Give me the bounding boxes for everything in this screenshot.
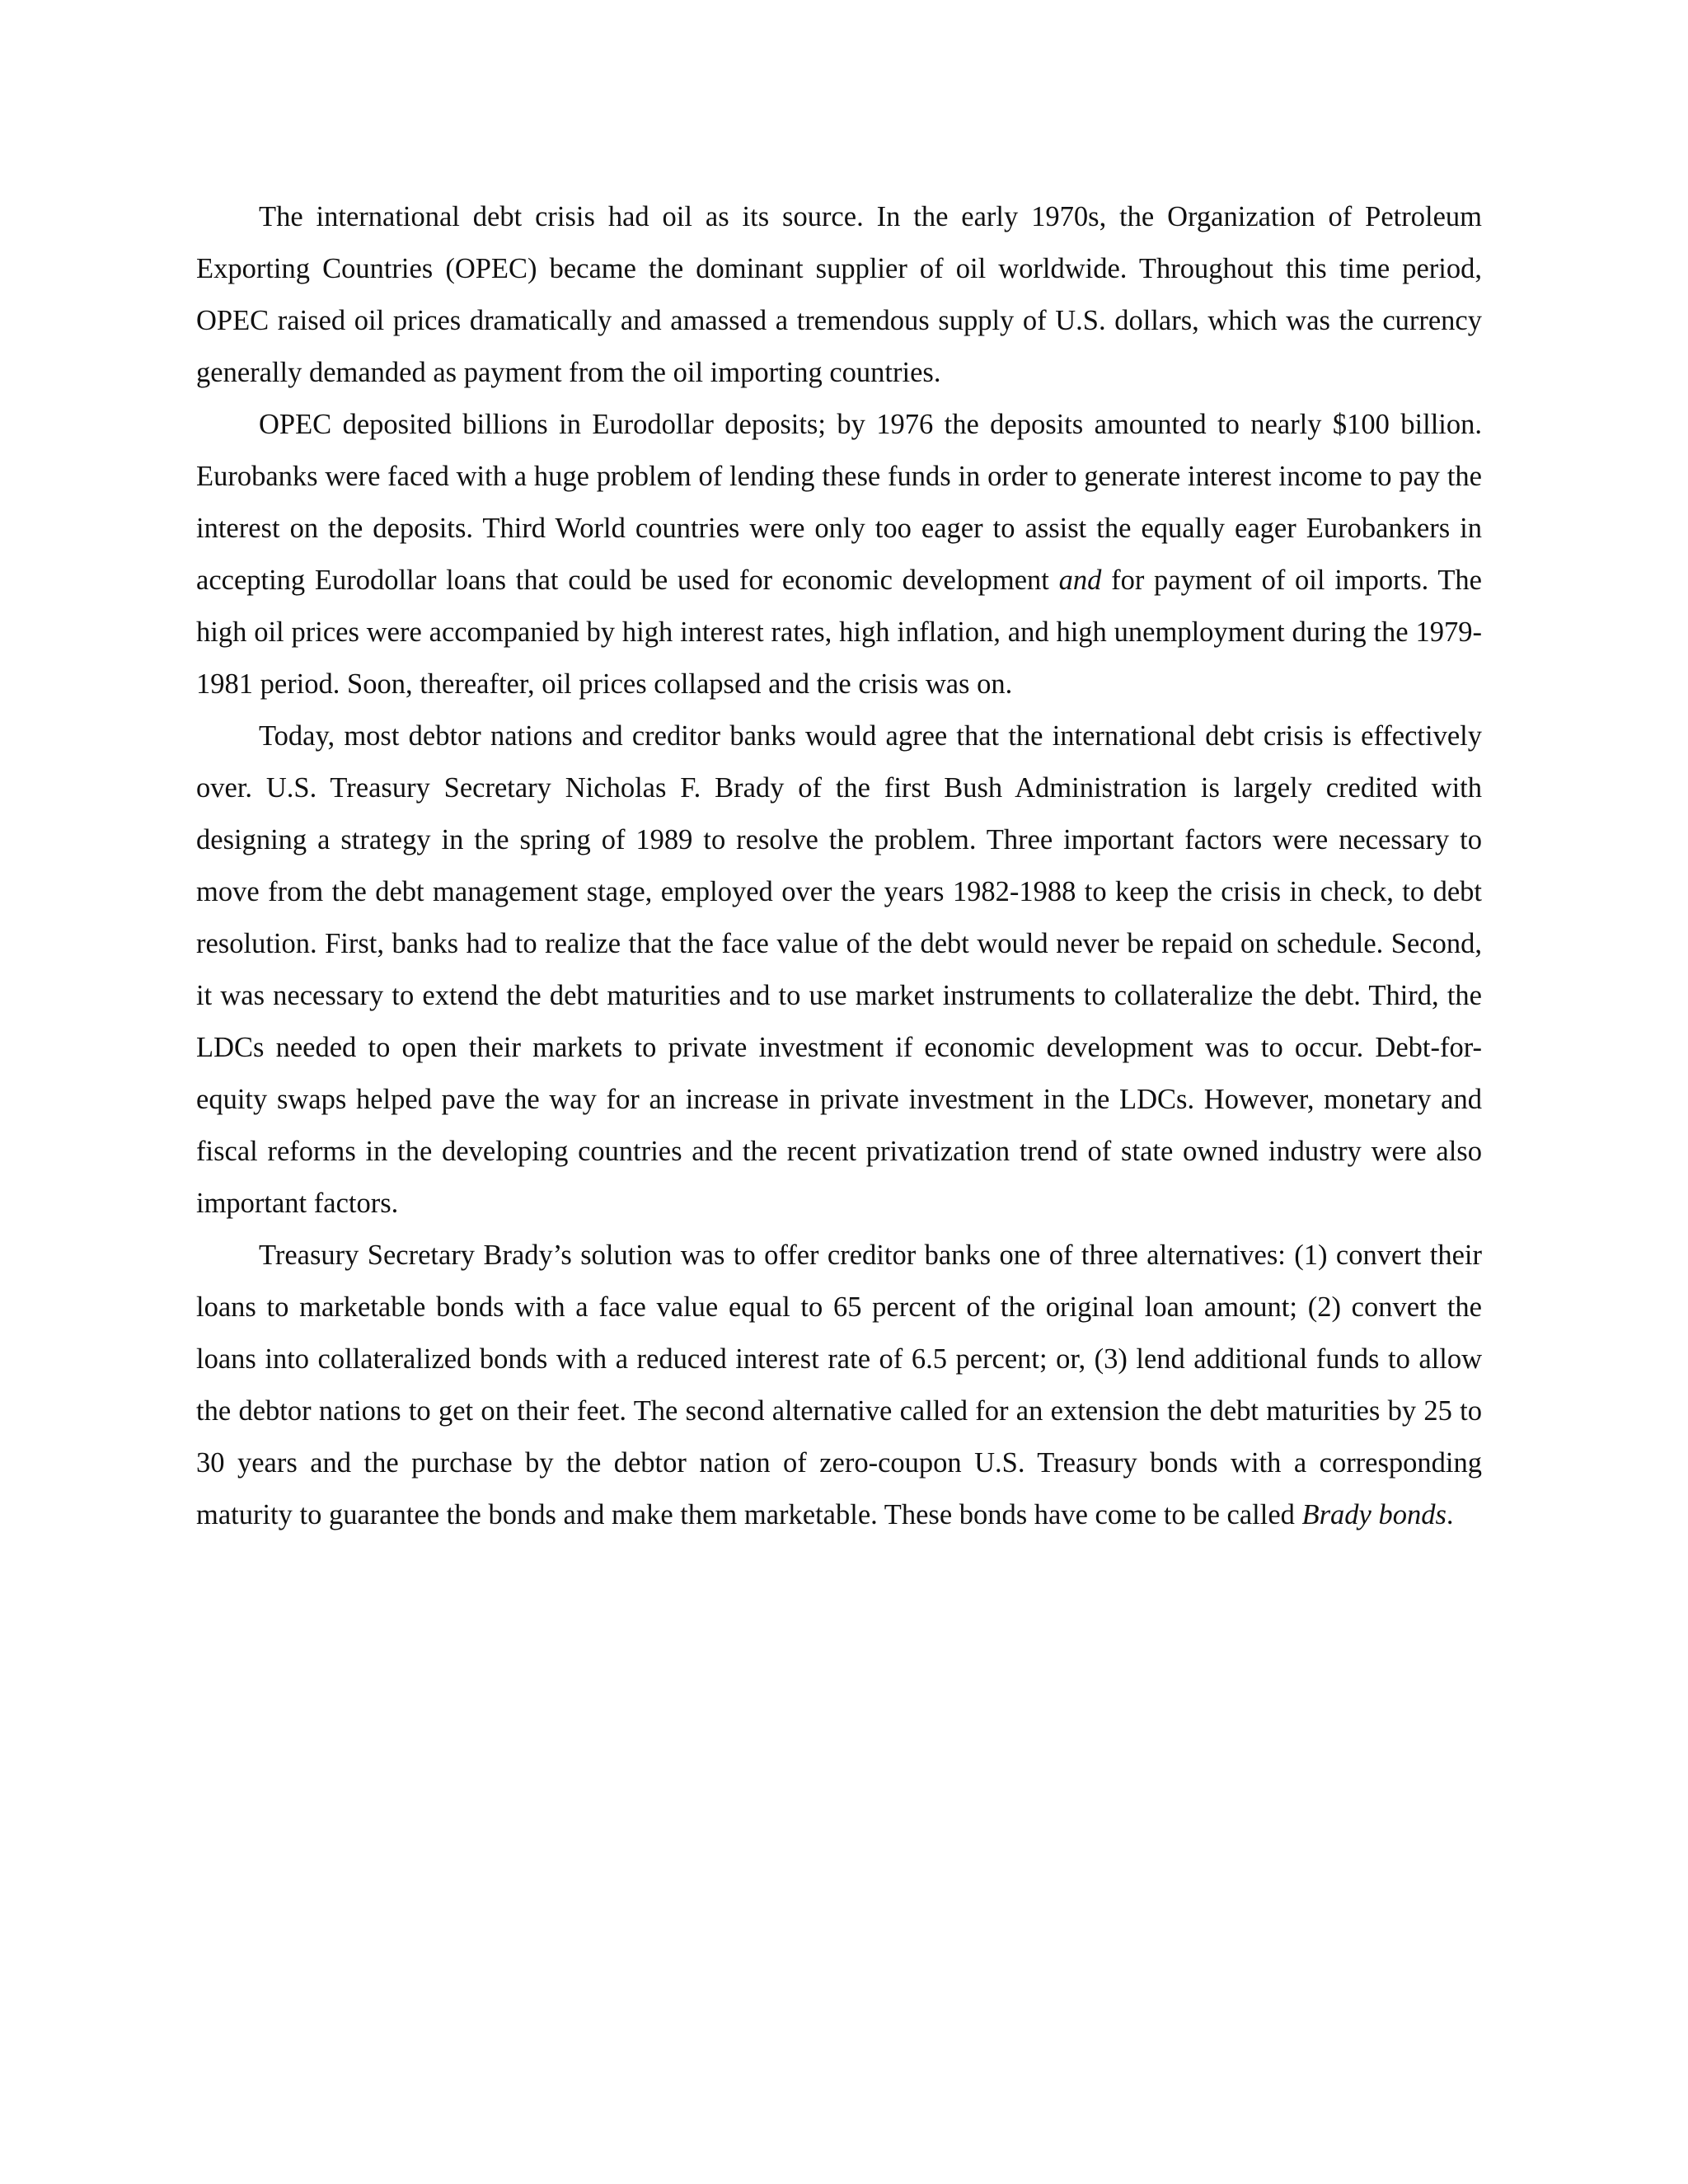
paragraph-debt-resolution <box>196 710 1482 1230</box>
emphasis-and: and <box>1058 565 1102 596</box>
paragraph-text: Today, most debtor nations and creditor banks would agree that the international debt crisis is effectively over. U.S. Treasury Secretary Nicholas F. Brady of the first Bush Administration is largely credited with designing a strategy in the spring of 1989 to resolve the problem. Three important factors were necessary to move from the debt management stage, employed over the years 1982-1988 to keep the crisis in check, to debt resolution. First, banks had to realize that the face value of the debt would never be repaid on schedule. Second, it was necessary to extend the debt maturities and to use market instruments to collateralize the debt. Third, the LDCs needed to open their markets to private investment if economic development was to occur. Debt-for-equity swaps helped pave the way for an increase in private investment in the LDCs. However, monetary and fiscal reforms in the developing countries and the recent privatization trend of state owned industry were also important factors. <box>196 720 1482 1219</box>
paragraph-text: Treasury Secretary Brady’s solution was to offer creditor banks one of three alternatives: (1) convert their loans to marketable bonds with a face value equal to 65 percent of the original loan amount; (2) convert the loans into collateralized bonds with a reduced interest rate of 6.5 percent; or, (3) lend additional funds to allow the debtor nations to get on their feet. The second alternative called for an extension the debt maturities by 25 to 30 years and the purchase by the debtor nation of zero-coupon U.S. Treasury bonds with a corresponding maturity to guarantee the bonds and make them marketable. These bonds have come to be called <box>196 1240 1482 1530</box>
paragraph-eurodollar-deposits <box>196 399 1482 710</box>
emphasis-brady-bonds: Brady bonds <box>1301 1499 1447 1530</box>
paragraph-brady-plan <box>196 1230 1482 1541</box>
paragraph-opec-origin <box>196 191 1482 399</box>
paragraph-text: OPEC deposited billions in Eurodollar deposits; by 1976 the deposits amounted to nearly $100 billion. Eurobanks were faced with a huge problem of lending these funds in order to generate interest income to pay the interest on the deposits. Third World countries were only too eager to assist the equally eager Eurobankers in accepting Eurodollar loans that could be used for economic development <box>196 409 1482 596</box>
paragraph-text: for payment of oil imports. The high oil prices were accompanied by high interest rates, high inflation, and high unemployment during the 1979-1981 period. Soon, thereafter, oil prices collapsed and the crisis was on. <box>196 565 1482 700</box>
paragraph-text: . <box>1446 1499 1454 1530</box>
paragraph-text: The international debt crisis had oil as its source. In the early 1970s, the Organization of Petroleum Exporting Countries (OPEC) became the dominant supplier of oil worldwide. Throughout this time period, OPEC raised oil prices dramatically and amassed a tremendous supply of U.S. dollars, which was the currency generally demanded as payment from the oil importing countries. <box>196 201 1482 388</box>
document-page <box>196 191 1482 1541</box>
